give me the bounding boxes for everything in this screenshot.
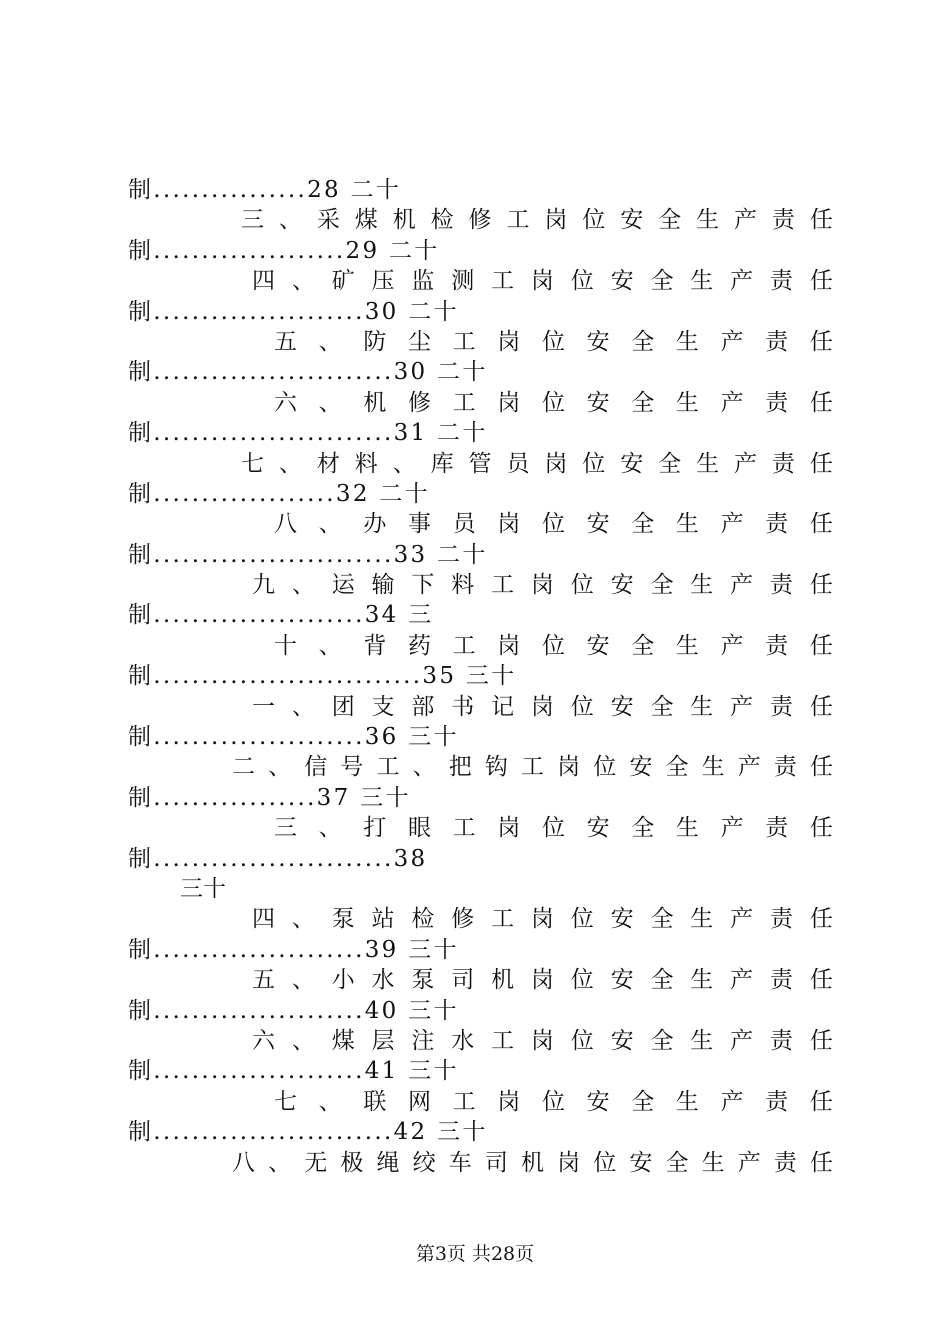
toc-entry-page-ref: 制.........................30 二十 <box>128 359 488 386</box>
toc-entry-title: 八 、 无 极 绳 绞 车 司 机 岗 位 安 全 生 产 责 任 <box>232 1149 833 1176</box>
toc-entry-title: 七 、 联 网 工 岗 位 安 全 生 产 责 任 <box>274 1088 833 1115</box>
toc-entry-page-ref: 制.........................42 三十 <box>128 1119 488 1146</box>
toc-entry-page-ref: 制.........................31 二十 <box>128 420 488 447</box>
toc-entry-overflow: 三十 <box>180 875 226 902</box>
toc-entry-page-ref: 制......................30 二十 <box>128 298 459 325</box>
toc-entry-title: 十 、 背 药 工 岗 位 安 全 生 产 责 任 <box>274 632 833 659</box>
table-of-contents <box>128 175 833 1178</box>
toc-entry-title: 六 、 煤 层 注 水 工 岗 位 安 全 生 产 责 任 <box>252 1027 833 1054</box>
toc-entry-title: 四 、 矿 压 监 测 工 岗 位 安 全 生 产 责 任 <box>252 268 833 295</box>
toc-entry-page-ref: 制......................36 三十 <box>128 724 459 751</box>
toc-entry-page-ref: 制.........................33 二十 <box>128 541 488 568</box>
toc-entry-page-ref: 制....................29 二十 <box>128 237 440 264</box>
toc-entry-page-ref: 制......................34 三 <box>128 602 434 629</box>
toc-entry-title: 三 、 打 眼 工 岗 位 安 全 生 产 责 任 <box>274 815 833 842</box>
toc-entry-title: 三 、 采 煤 机 检 修 工 岗 位 安 全 生 产 责 任 <box>241 207 833 234</box>
toc-entry-page-ref: 制................28 二十 <box>128 177 402 203</box>
toc-entry-page-ref: 制.........................38 <box>128 845 428 872</box>
toc-entry-title: 八 、 办 事 员 岗 位 安 全 生 产 责 任 <box>274 511 833 538</box>
toc-entry-page-ref: 制......................40 三十 <box>128 997 459 1024</box>
toc-entry-title: 二 、 信 号 工 、 把 钩 工 岗 位 安 全 生 产 责 任 <box>232 754 833 781</box>
toc-entry-title: 五 、 防 尘 工 岗 位 安 全 生 产 责 任 <box>274 328 833 355</box>
toc-entry-page-ref: 制......................39 三十 <box>128 936 459 963</box>
toc-entry-title: 五 、 小 水 泵 司 机 岗 位 安 全 生 产 责 任 <box>252 967 833 994</box>
toc-entry-title: 六 、 机 修 工 岗 位 安 全 生 产 责 任 <box>274 389 833 416</box>
toc-entry-page-ref: 制............................35 三十 <box>128 663 517 690</box>
toc-entry-page-ref: 制......................41 三十 <box>128 1058 459 1085</box>
toc-entry-page-ref: 制...................32 二十 <box>128 480 430 507</box>
toc-entry-title: 七 、 材 料 、 库 管 员 岗 位 安 全 生 产 责 任 <box>241 450 833 477</box>
toc-entry-title: 一 、 团 支 部 书 记 岗 位 安 全 生 产 责 任 <box>252 693 833 720</box>
toc-entry-title: 九 、 运 输 下 料 工 岗 位 安 全 生 产 责 任 <box>252 572 833 599</box>
toc-entry-title: 四 、 泵 站 检 修 工 岗 位 安 全 生 产 责 任 <box>252 906 833 933</box>
toc-entry-page-ref: 制.................37 三十 <box>128 784 411 811</box>
page-footer: 第3页 共28页 <box>415 1243 535 1265</box>
